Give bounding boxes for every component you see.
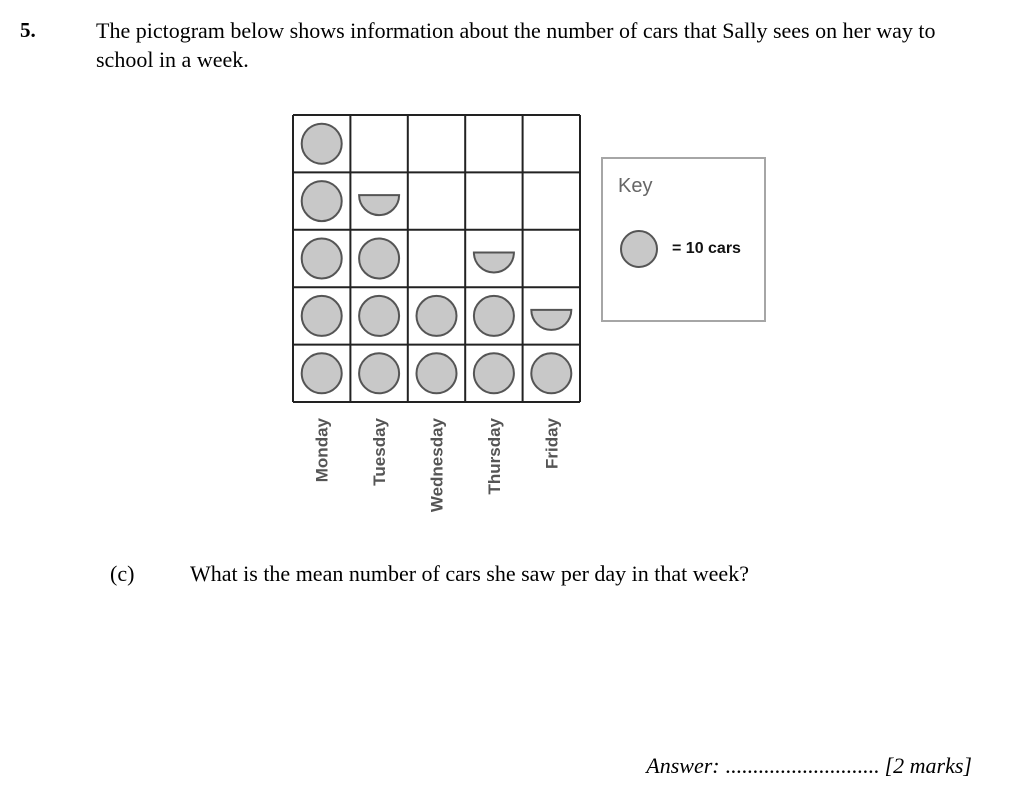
day-label: Wednesday — [427, 418, 447, 513]
car-symbol-half — [474, 253, 514, 273]
day-label: Thursday — [484, 418, 504, 495]
key-box — [601, 157, 766, 322]
day-label: Tuesday — [370, 418, 390, 486]
car-symbol-full — [531, 353, 571, 393]
question-text: The pictogram below shows information about the number of cars that Sally sees on her way to school in a week. — [96, 18, 936, 72]
key-circle-icon — [620, 230, 658, 268]
answer-label: Answer: — [646, 753, 720, 778]
key-title: Key — [618, 175, 653, 197]
answer-dots[interactable]: ............................ — [725, 753, 880, 778]
car-symbol-half — [359, 195, 399, 215]
car-symbol-full — [302, 353, 342, 393]
car-symbol-full — [302, 181, 342, 221]
car-symbol-full — [417, 296, 457, 336]
key-value-text: = 10 cars — [672, 240, 741, 257]
answer-line — [646, 753, 972, 779]
car-symbol-full — [474, 296, 514, 336]
question-number: 5. — [20, 18, 36, 42]
marks-label: [2 marks] — [884, 753, 972, 778]
car-symbol-full — [359, 239, 399, 279]
day-label: Friday — [542, 418, 562, 470]
car-symbol-full — [359, 296, 399, 336]
car-symbol-full — [302, 124, 342, 164]
car-symbol-full — [417, 353, 457, 393]
part-c-question: What is the mean number of cars she saw per day in that week? — [190, 561, 749, 586]
pictogram-chart — [290, 112, 590, 552]
car-symbol-full — [302, 239, 342, 279]
car-symbol-full — [302, 296, 342, 336]
day-label: Monday — [312, 418, 332, 483]
car-symbol-full — [359, 353, 399, 393]
car-symbol-full — [474, 353, 514, 393]
part-c-label: (c) — [110, 561, 135, 586]
car-symbol-half — [531, 310, 571, 330]
